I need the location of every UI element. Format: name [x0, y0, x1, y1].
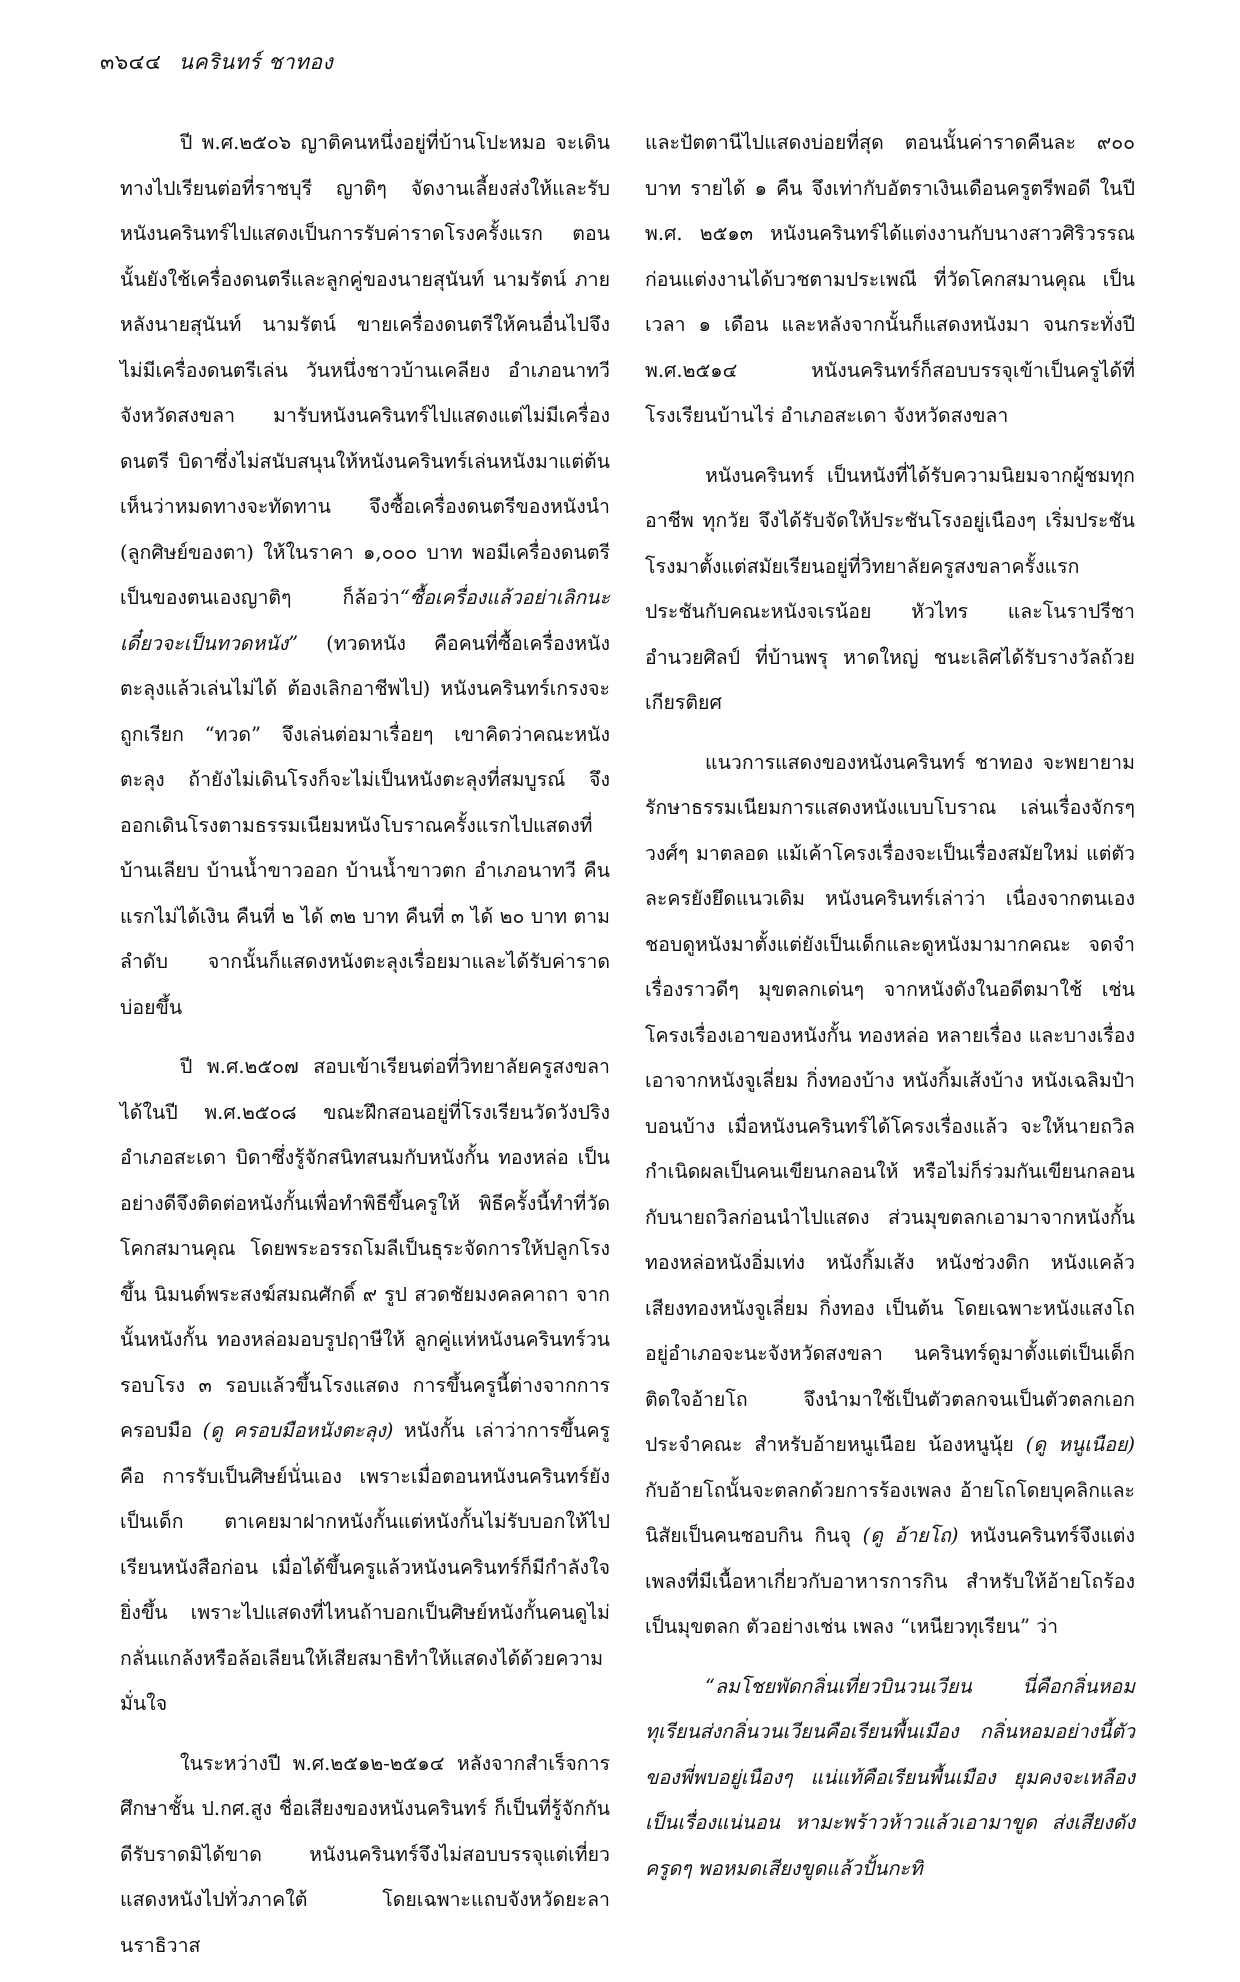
left-column — [120, 120, 610, 1982]
right-p1-text: และปัตตานีไปแสดงบ่อยที่สุด ตอนนั้นค่าราดคืนละ ๙๐๐ บาท รายได้ ๑ คืน จึงเท่ากับอัตราเงินเดือนครูตรีพอดี ในปี พ.ศ. ๒๕๑๓ หนังนครินทร์ได้แต่งงานกับนางสาวศิริวรรณ ก่อนแต่งงานได้บวชตามประเพณี ที่วัดโคกสมานคุณ เป็นเวลา ๑ เดือน และหลังจากนั้นก็แสดงหนังมา จนกระทั่งปี พ.ศ.๒๕๑๔ หนังนครินทร์ก็สอบบรรจุเข้าเป็นครูได้ที่โรงเรียนบ้านไร่ อำเภอสะเดา จังหวัดสงขลา — [645, 131, 1135, 427]
page-number: ๓๖๔๔ — [100, 50, 162, 74]
right-column — [645, 120, 1135, 1905]
left-p1-tail: (ทวดหนัง คือคนที่ซื้อเครื่องหนังตะลุงแล้วเล่นไม่ได้ ต้องเลิกอาชีพไป) หนังนครินทร์เกรงจะถูกเรียก “ทวด” จึงเล่นต่อมาเรื่อยๆ เขาคิดว่าคณะหนังตะลุง ถ้ายังไม่เดินโรงก็จะไม่เป็นหนังตะลุงที่สมบูรณ์ จึงออกเดินโรงตามธรรมเนียมหนังโบราณครั้งแรกไปแสดงที่บ้านเลียบ บ้านน้ำขาวออก บ้านน้ำขาวตก อำเภอนาทวี คืนแรกไม่ได้เงิน คืนที่ ๒ ได้ ๓๒ บาท คืนที่ ๓ ได้ ๒๐ บาท ตามลำดับ จากนั้นก็แสดงหนังตะลุงเรื่อยมาและได้รับค่าราดบ่อยขึ้น — [120, 631, 610, 1019]
left-p2-text: ปี พ.ศ.๒๕๐๗ สอบเข้าเรียนต่อที่วิทยาลัยครูสงขลา ได้ในปี พ.ศ.๒๕๐๘ ขณะฝึกสอนอยู่ที่โรงเรียนวัดวังปริง อำเภอสะเดา บิดาซึ่งรู้จักสนิทสนมกับหนังกั้น ทองหล่อ เป็นอย่างดีจึงติดต่อหนังกั้นเพื่อทำพิธีขึ้นครูให้ พิธีครั้งนี้ทำที่วัดโคกสมานคุณ โดยพระอรรถโมลีเป็นธุระจัดการให้ปลูกโรงขึ้น นิมนต์พระสงฆ์สมณศักดิ์ ๙ รูป สวดชัยมงคลคาถา จากนั้นหนังกั้น ทองหล่อมอบรูปฤาษีให้ ลูกคู่แห่หนังนครินทร์วนรอบโรง ๓ รอบแล้วขึ้นโรงแสดง การขึ้นครูนี้ต่างจากการครอบมือ — [120, 1055, 610, 1442]
right-p3-crossref-1: (ดู หนูเนือย) — [1025, 1433, 1135, 1456]
left-paragraph-1 — [120, 120, 610, 1030]
left-p2-crossref: (ดู ครอบมือหนังตะลุง) — [202, 1419, 394, 1442]
right-paragraph-1 — [645, 120, 1135, 439]
right-p3-tail: หนังนครินทร์จึงแต่งเพลงที่มีเนื้อหาเกี่ยวกับอาหารการกิน สำหรับให้อ้ายโถร้องเป็นมุขตลก ตัวอย่างเช่น เพลง “เหนียวทุเรียน” ว่า — [645, 1524, 1135, 1638]
right-paragraph-2 — [645, 453, 1135, 726]
song-lyrics-quote — [645, 1664, 1135, 1892]
song-lyrics-text: “ลมโชยพัดกลิ่นเที่ยวบินวนเวียน นี่คือกลิ่นหอมทุเรียนส่งกลิ่นวนเวียนคือเรียนพื้นเมือง กลิ่นหอมอย่างนี้ตัวของพี่พบอยู่เนืองๆ แน่แท้คือเรียนพื้นเมือง ยุมคงจะเหลืองเป็นเรื่องแน่นอน หามะพร้าวห้าวแล้วเอามาขูด ส่งเสียงดังครูดๆ พอหมดเสียงขูดแล้วปั้นกะทิ — [645, 1674, 1135, 1880]
right-paragraph-3 — [645, 740, 1135, 1650]
left-p1-quote: “ซื้อเครื่องแล้วอย่าเลิกนะ เดี๋ยวจะเป็นทวดหนัง” — [120, 586, 610, 655]
right-p3-mid: กับอ้ายโถนั้นจะตลกด้วยการร้องเพลง อ้ายโถโดยบุคลิกและนิสัยเป็นคนชอบกิน กินจุ — [645, 1478, 1135, 1547]
left-paragraph-3 — [120, 1741, 610, 1969]
left-paragraph-2 — [120, 1044, 610, 1727]
author-name: นครินทร์ ชาทอง — [178, 50, 334, 74]
left-p1-text: ปี พ.ศ.๒๕๐๖ ญาติคนหนึ่งอยู่ที่บ้านโปะหมอ จะเดินทางไปเรียนต่อที่ราชบุรี ญาติๆ จัดงานเลี้ยงส่งให้และรับหนังนครินทร์ไปแสดงเป็นการรับค่าราดโรงครั้งแรก ตอนนั้นยังใช้เครื่องดนตรีและลูกคู่ของนายสุนันท์ นามรัตน์ ภายหลังนายสุนันท์ นามรัตน์ ขายเครื่องดนตรีให้คนอื่นไปจึงไม่มีเครื่องดนตรีเล่น วันหนึ่งชาวบ้านเคลียง อำเภอนาทวี จังหวัดสงขลา มารับหนังนครินทร์ไปแสดงแต่ไม่มีเครื่องดนตรี บิดาซึ่งไม่สนับสนุนให้หนังนครินทร์เล่นหนังมาแต่ต้นเห็นว่าหมดทางจะทัดทาน จึงซื้อเครื่องดนตรีของหนังนำ (ลูกศิษย์ของตา) ให้ในราคา ๑,๐๐๐ บาท พอมีเครื่องดนตรีเป็นของตนเองญาติๆ ก็ล้อว่า — [120, 131, 610, 609]
left-p3-text: ในระหว่างปี พ.ศ.๒๕๑๒-๒๕๑๔ หลังจากสำเร็จการศึกษาชั้น ป.กศ.สูง ชื่อเสียงของหนังนครินทร์ ก็เป็นที่รู้จักกันดีรับราดมิได้ขาด หนังนครินทร์จึงไม่สอบบรรจุแต่เที่ยวแสดงหนังไปทั่วภาคใต้ โดยเฉพาะแถบจังหวัดยะลา นราธิวาส — [120, 1751, 610, 1957]
right-p2-text: หนังนครินทร์ เป็นหนังที่ได้รับความนิยมจากผู้ชมทุกอาชีพ ทุกวัย จึงได้รับจัดให้ประชันโรงอยู่เนืองๆ เริ่มประชันโรงมาตั้งแต่สมัยเรียนอยู่ที่วิทยาลัยครูสงขลาครั้งแรกประชันกับคณะหนังจเรน้อย หัวไทร และโนราปรีชา อำนวยศิลป์ ที่บ้านพรุ หาดใหญ่ ชนะเลิศได้รับรางวัลถ้วยเกียรติยศ — [645, 463, 1135, 714]
right-p3-crossref-2: (ดู อ้ายโถ) — [862, 1524, 959, 1547]
right-p3-text: แนวการแสดงของหนังนครินทร์ ชาทอง จะพยายามรักษาธรรมเนียมการแสดงหนังแบบโบราณ เล่นเรื่องจักรๆ วงศ์ๆ มาตลอด แม้เค้าโครงเรื่องจะเป็นเรื่องสมัยใหม่ แต่ตัวละครยังยึดแนวเดิม หนังนครินทร์เล่าว่า เนื่องจากตนเองชอบดูหนังมาตั้งแต่ยังเป็นเด็กและดูหนังมามากคณะ จดจำเรื่องราวดีๆ มุขตลกเด่นๆ จากหนังดังในอดีตมาใช้ เช่น โครงเรื่องเอาของหนังกั้น ทองหล่อ หลายเรื่อง และบางเรื่องเอาจากหนังจูเลี่ยม กิ่งทองบ้าง หนังกิ้มเส้งบ้าง หนังเฉลิมป๋าบอนบ้าง เมื่อหนังนครินทร์ได้โครงเรื่องแล้ว จะให้นายถวิล กำเนิดผลเป็นคนเขียนกลอนให้ หรือไม่ก็ร่วมกันเขียนกลอนกับนายถวิลก่อนนำไปแสดง ส่วนมุขตลกเอามาจากหนังกั้น ทองหล่อหนังอิ่มเท่ง หนังกิ้มเส้ง หนังช่วงดิก หนังแคล้ว เสียงทองหนังจูเลี่ยม กิ่งทอง เป็นต้น โดยเฉพาะหนังแสงโถอยู่อำเภอจะนะจังหวัดสงขลา นครินทร์ดูมาตั้งแต่เป็นเด็ก ติดใจอ้ายโถ จึงนำมาใช้เป็นตัวตลกจนเป็นตัวตลกเอกประจำคณะ สำหรับอ้ายหนูเนือย น้องหนูนุ้ย — [645, 750, 1135, 1456]
running-header — [100, 46, 333, 79]
left-p2-tail: หนังกั้น เล่าว่าการขึ้นครูคือ การรับเป็นศิษย์นั่นเอง เพราะเมื่อตอนหนังนครินทร์ยังเป็นเด็ก ตาเคยมาฝากหนังกั้นแต่หนังกั้นไม่รับบอกให้ไปเรียนหนังสือก่อน เมื่อได้ขึ้นครูแล้วหนังนครินทร์ก็มีกำลังใจยิ่งขึ้น เพราะไปแสดงที่ไหนถ้าบอกเป็นศิษย์หนังกั้นคนดูไม่กลั่นแกล้งหรือล้อเลียนให้เสียสมาธิทำให้แสดงได้ด้วยความมั่นใจ — [120, 1419, 610, 1715]
